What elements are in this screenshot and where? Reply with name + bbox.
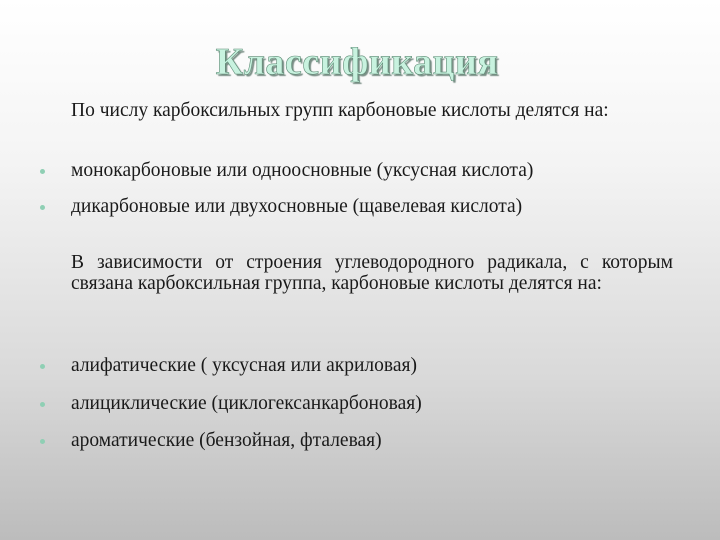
list-item: [0, 159, 720, 183]
list-item: [0, 195, 720, 219]
list-item: [0, 429, 720, 453]
list-item-text: алициклические (циклогексанкарбоновая): [71, 393, 422, 414]
list-item-text: алифатические ( уксусная или акриловая): [71, 355, 417, 376]
list-item-text: дикарбоновые или двухосновные (щавелевая кислота): [71, 196, 523, 217]
list-item-text: монокарбоновые или одноосновные (уксусная кислота): [71, 160, 534, 181]
intro-paragraph-carboxyl-count: По числу карбоксильных групп карбоновые кислоты делятся на:: [71, 100, 609, 121]
list-item: [0, 354, 720, 378]
round-bullet-icon: [40, 169, 45, 174]
round-bullet-icon: [40, 402, 45, 407]
intro-paragraph-radical-structure: В зависимости от строения углеводородного радикала, с которым связана карбоксильная группа, карбоновые кислоты делятся на:: [71, 252, 673, 294]
round-bullet-icon: [40, 439, 45, 444]
round-bullet-icon: [40, 205, 45, 210]
round-bullet-icon: [40, 364, 45, 369]
list-item: [0, 392, 720, 416]
slide-title: Классификация: [215, 41, 499, 83]
list-item-text: ароматические (бензойная, фталевая): [71, 430, 382, 451]
